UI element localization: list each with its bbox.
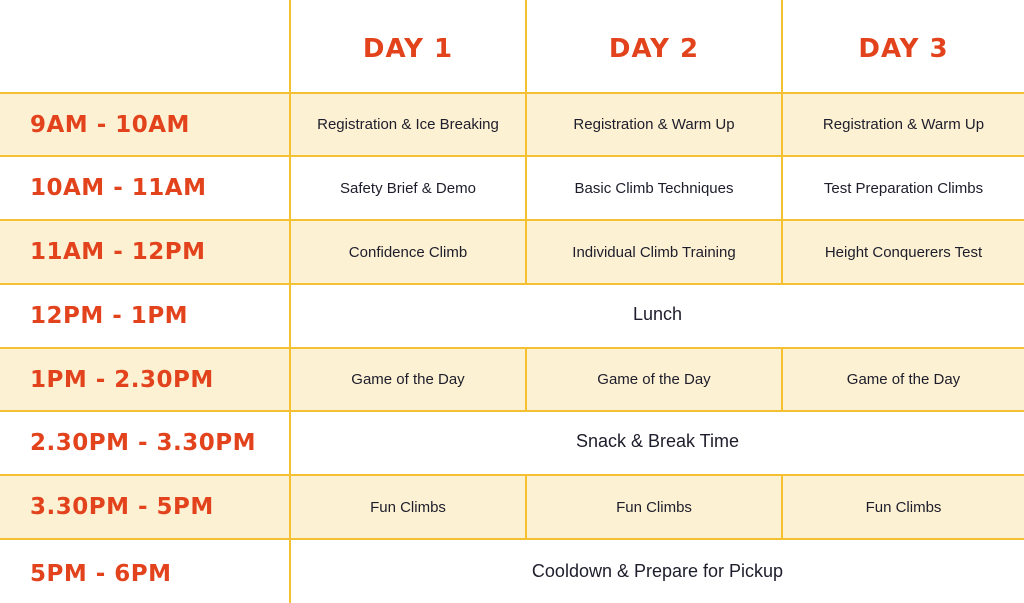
spanning-activity-cell: Snack & Break Time	[291, 412, 1024, 476]
activity-cell: Game of the Day	[527, 349, 783, 412]
activity-cell: Confidence Climb	[291, 221, 527, 285]
activity-cell: Fun Climbs	[783, 476, 1024, 540]
activity-cell: Registration & Ice Breaking	[291, 94, 527, 157]
activity-cell: Game of the Day	[291, 349, 527, 412]
header-corner	[0, 0, 291, 94]
time-slot: 12PM - 1PM	[0, 285, 291, 349]
spanning-activity-cell: Lunch	[291, 285, 1024, 349]
activity-cell: Registration & Warm Up	[527, 94, 783, 157]
activity-cell: Safety Brief & Demo	[291, 157, 527, 221]
activity-cell: Fun Climbs	[291, 476, 527, 540]
activity-cell: Game of the Day	[783, 349, 1024, 412]
activity-cell: Basic Climb Techniques	[527, 157, 783, 221]
time-slot: 11AM - 12PM	[0, 221, 291, 285]
activity-cell: Test Preparation Climbs	[783, 157, 1024, 221]
activity-cell: Registration & Warm Up	[783, 94, 1024, 157]
time-slot: 1PM - 2.30PM	[0, 349, 291, 412]
spanning-activity-cell: Cooldown & Prepare for Pickup	[531, 561, 784, 581]
day-header-2: DAY 2	[527, 0, 783, 94]
time-slot: 5PM - 6PM	[0, 540, 291, 603]
day-header-1: DAY 1	[291, 0, 527, 94]
time-slot: 9AM - 10AM	[0, 94, 291, 157]
activity-cell: Fun Climbs	[527, 476, 783, 540]
activity-cell: Height Conquerers Test	[783, 221, 1024, 285]
activity-cell: Individual Climb Training	[527, 221, 783, 285]
day-header-3: DAY 3	[783, 0, 1024, 94]
time-slot: 10AM - 11AM	[0, 157, 291, 221]
time-slot: 3.30PM - 5PM	[0, 476, 291, 540]
time-slot: 2.30PM - 3.30PM	[0, 412, 291, 476]
